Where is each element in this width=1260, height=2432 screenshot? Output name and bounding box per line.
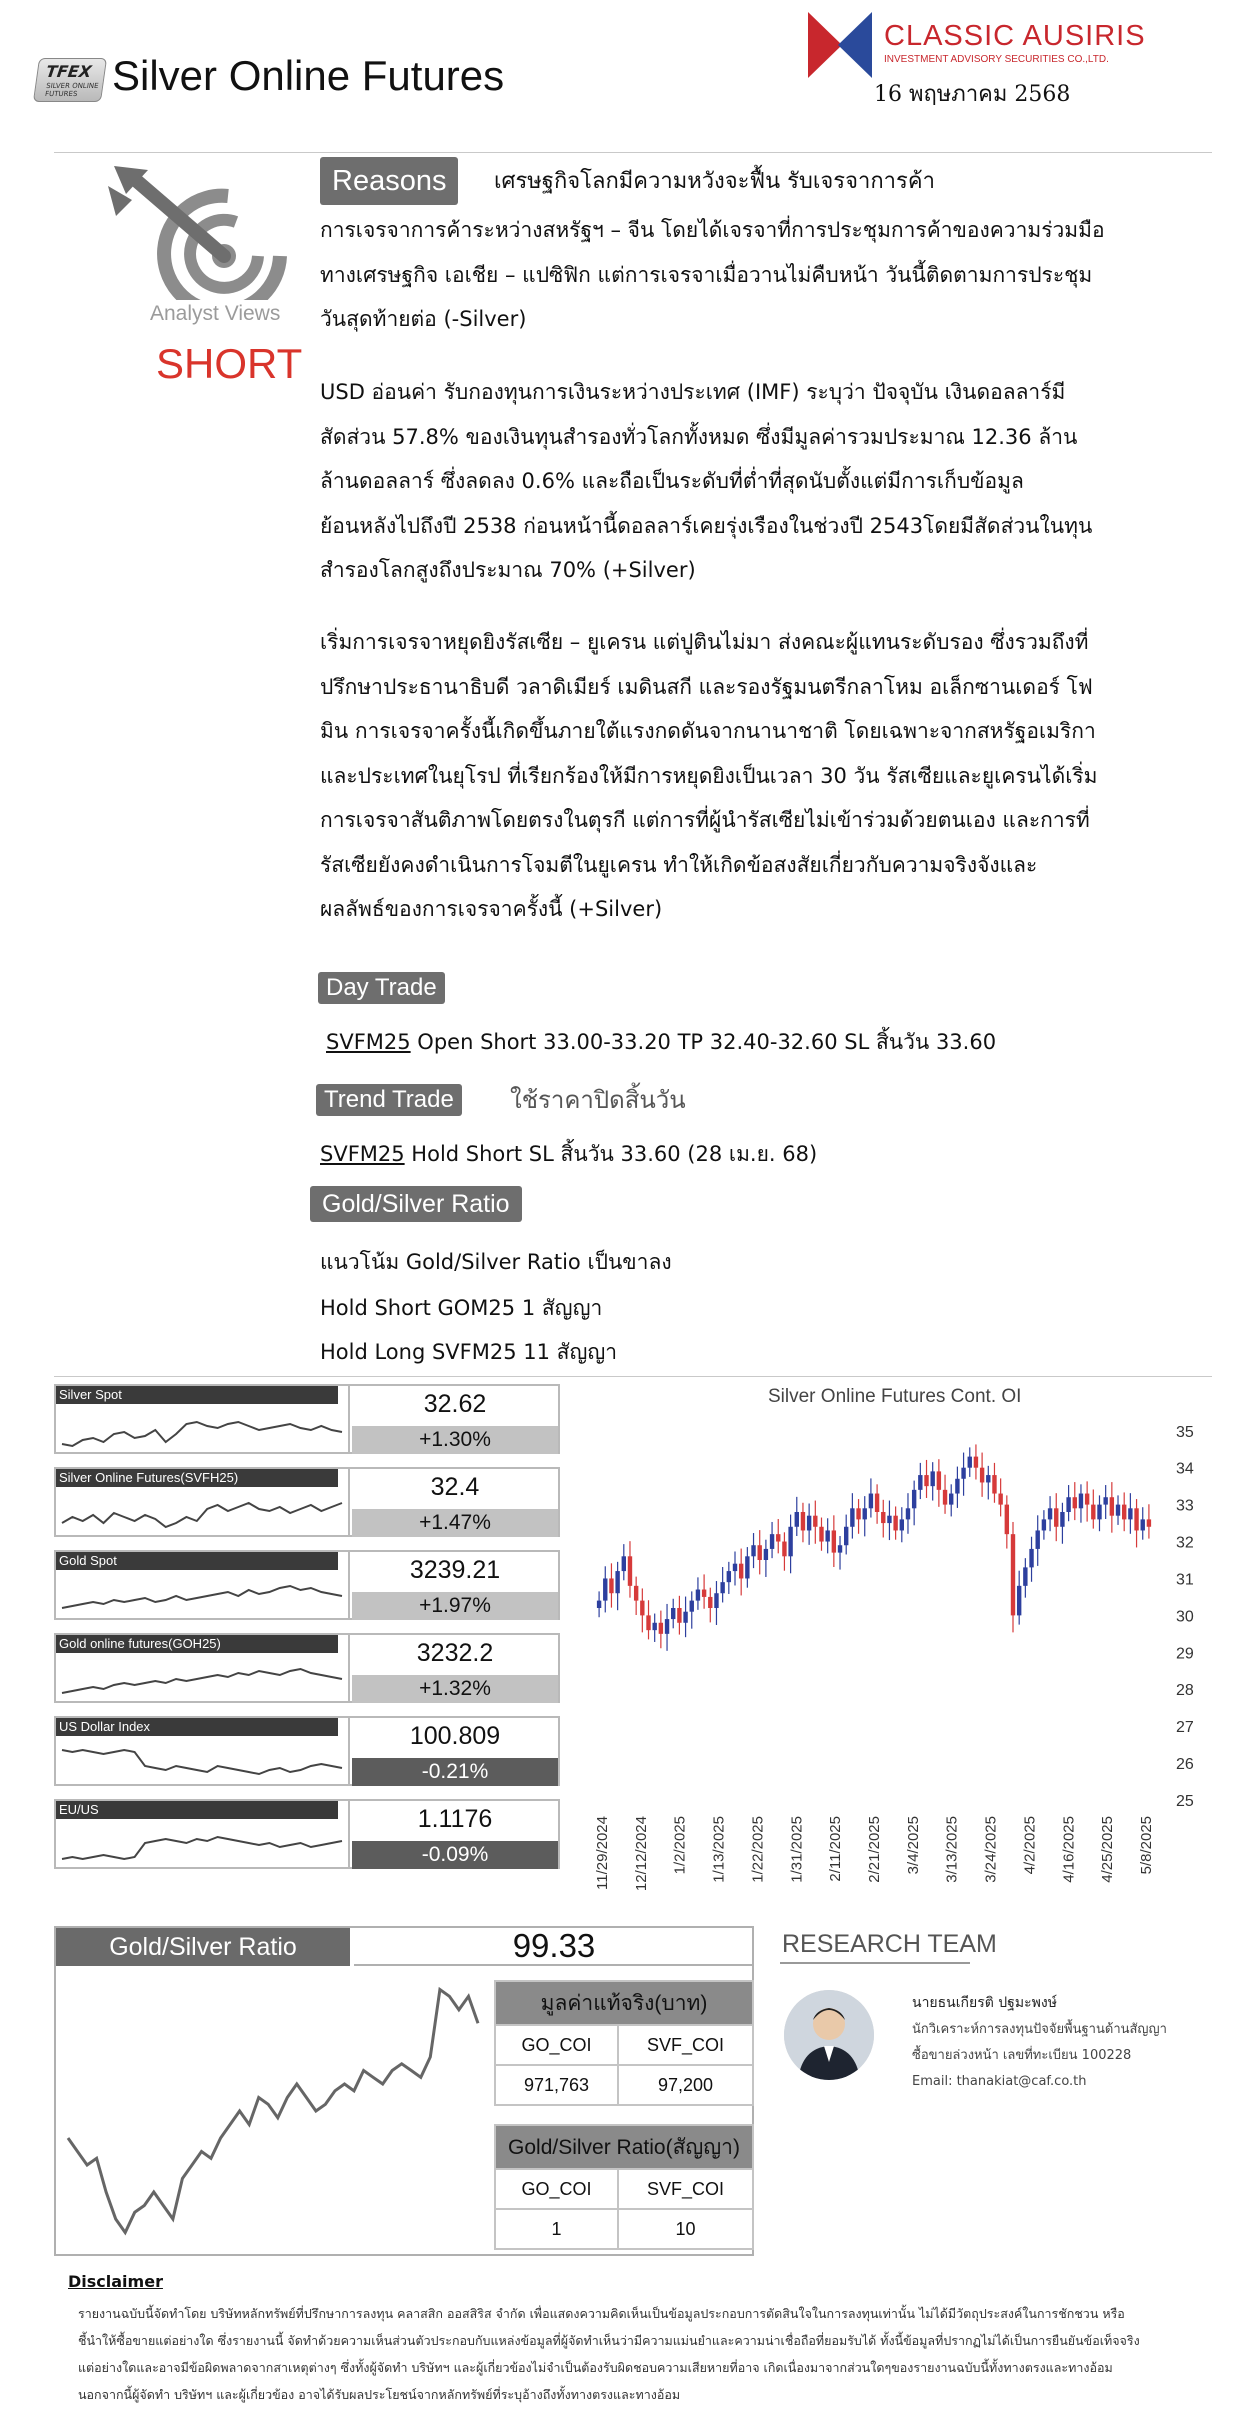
trend-trade-text: Hold Short SL สิ้นวัน 33.60 (28 เม.ย. 68) [404, 1142, 818, 1166]
analyst-role: นักวิเคราะห์การลงทุนปัจจัยพื้นฐานด้านสัญญา [912, 2022, 1167, 2037]
reason-line: ปรึกษาประธานาธิบดี วลาดิเมียร์ เมดินสกี และรองรัฐมนตรีกลาโหม อเล็กซานเดอร์ โฟ [320, 674, 1093, 699]
candle-body [906, 1508, 910, 1519]
candle-body [1116, 1505, 1120, 1516]
candle-body [1122, 1505, 1126, 1520]
real-value-table [494, 1980, 754, 2106]
gsr-strategy-label: Gold/Silver Ratio [310, 1186, 522, 1222]
candle-body [881, 1512, 885, 1523]
analyst-avatar-icon [784, 1990, 874, 2080]
ticker-card [54, 1799, 560, 1869]
candle-body [887, 1516, 891, 1523]
candle-body [992, 1475, 996, 1493]
ticker-card [54, 1716, 560, 1786]
candle-body [677, 1608, 681, 1623]
ticker-sparkline [56, 1736, 348, 1784]
ticker-divider [348, 1635, 350, 1701]
reason-line: การเจรจาสันติภาพโดยตรงในตุรกี แต่การที่ผู้นำรัสเซียไม่เข้าร่วมด้วยตนเอง และการที่ [320, 808, 1090, 832]
ticker-price: 32.62 [423, 1390, 487, 1418]
candle-body [844, 1527, 848, 1545]
reasons-headline: เศรษฐกิจโลกมีความหวังจะฟื้น รับเจรจาการค้า [494, 169, 935, 194]
analyst-views-label: Analyst Views [150, 302, 281, 325]
candle-body [980, 1468, 984, 1483]
ticker-name: Silver Online Futures(SVFH25) [56, 1469, 338, 1487]
ticker-change: +1.30% [352, 1426, 558, 1454]
candle-body [634, 1586, 638, 1601]
candle-body [646, 1615, 650, 1630]
candle-chart-title: Silver Online Futures Cont. OI [768, 1386, 1022, 1407]
ticker-sparkline [56, 1819, 348, 1867]
gsr-value: 99.33 [354, 1926, 754, 1966]
disclaimer-text [78, 2300, 1208, 2408]
candle-body [1017, 1586, 1021, 1616]
table-cell: 1 [495, 2209, 618, 2249]
reason-line: ผลลัพธ์ของการเจรจาครั้งนี้ (+Silver) [320, 897, 663, 921]
candle-body [856, 1508, 860, 1519]
x-tick-label: 1/2/2025 [671, 1816, 689, 1875]
y-tick-label: 26 [1176, 1756, 1194, 1774]
disclaimer-line: แต่อย่างใดและอาจมีข้อผิดพลาดจากสาเหตุต่างๆ ซึ่งทั้งผู้จัดทำ บริษัทฯ และผู้เกี่ยวข้องไม่จำเป็นต้องรับผิดชอบความเสียหายที่อาจ เกิดเนื่องมาจากส่วนใดๆของรายงานฉบับนี้ทั้งทางตรงและทางอ้อม [78, 2360, 1113, 2375]
gsr-line-chart [58, 1968, 488, 2254]
candle-body [764, 1549, 768, 1560]
y-tick-label: 28 [1176, 1682, 1194, 1700]
candle-body [1079, 1494, 1083, 1509]
candle-body [758, 1545, 762, 1560]
candle-body [628, 1556, 632, 1586]
table-cell: 97,200 [618, 2065, 753, 2105]
disclaimer-line: นอกจากนี้ผู้จัดทำ บริษัทฯ และผู้เกี่ยวข้อง อาจได้รับผลประโยชน์จากหลักทรัพย์ที่ระบุอ้างถึงทั้งทางตรงและทางอ้อม [78, 2387, 681, 2402]
gsr-title: Gold/Silver Ratio [56, 1928, 350, 1966]
ticker-card [54, 1467, 560, 1537]
header-divider [54, 152, 1212, 153]
reason-line: ทางเศรษฐกิจ เอเชีย – แปซิฟิก แต่การเจรจาเมื่อวานไม่คืบหน้า วันนี้ติดตามการประชุม [320, 262, 1093, 287]
candle-body [1060, 1512, 1064, 1527]
candle-body [801, 1512, 805, 1530]
candle-body [838, 1545, 842, 1552]
candle-body [727, 1571, 731, 1582]
day-trade-label: Day Trade [318, 972, 445, 1004]
ticker-change: +1.32% [352, 1675, 558, 1703]
candle-body [795, 1512, 799, 1527]
candle-body [937, 1471, 941, 1489]
candle-body [943, 1490, 947, 1505]
reason-line: รัสเซียยังคงดำเนินการโจมตีในยูเครน ทำให้เกิดข้อสงสัยเกี่ยวกับความจริงจังและ [320, 852, 1038, 877]
ticker-sparkline [56, 1487, 348, 1535]
disclaimer-line: รายงานฉบับนี้จัดทำโดย บริษัทหลักทรัพย์ที่ปรึกษาการลงทุน คลาสสิก ออสสิริส จำกัด เพื่อแสดงความคิดเห็นเป็นข้อมูลประกอบการตัดสินใจในการลงทุนเท่านั้น ไม่ได้มีวัตถุประสงค์ในการชักชวน หรือ [78, 2306, 1125, 2321]
tfex-logo-sub: SILVER ONLINE FUTURES [44, 82, 100, 98]
candle-body [924, 1475, 928, 1486]
candle-body [1134, 1508, 1138, 1530]
research-team-underline [780, 1962, 970, 1964]
reason-line: เริ่มการเจรจาหยุดยิงรัสเซีย – ยูเครน แต่ปูตินไม่มา ส่งคณะผู้แทนระดับรอง ซึ่งรวมถึงที่ [320, 630, 1089, 654]
reason-line: USD อ่อนค่า รับกองทุนการเงินระหว่างประเทศ (IMF) ระบุว่า ปัจจุบัน เงินดอลลาร์มี [320, 380, 1066, 404]
ratio-contract-table [494, 2124, 754, 2250]
candle-body [930, 1471, 934, 1486]
candle-body [640, 1601, 644, 1616]
candle-body [770, 1534, 774, 1549]
candle-body [875, 1494, 879, 1512]
ticker-price: 32.4 [430, 1473, 480, 1501]
candle-body [900, 1519, 904, 1530]
candle-body [776, 1534, 780, 1541]
real-value-table-title: มูลค่าแท้จริง(บาท) [495, 1981, 753, 2025]
candle-body [720, 1582, 724, 1593]
ticker-divider [348, 1386, 350, 1452]
candle-body [1005, 1505, 1009, 1535]
report-date: 16 พฤษภาคม 2568 [874, 82, 1071, 107]
x-tick-label: 1/22/2025 [749, 1816, 767, 1883]
candle-body [1011, 1534, 1015, 1615]
ticker-sparkline-path [62, 1750, 342, 1774]
ticker-price: 3239.21 [409, 1556, 501, 1584]
candle-body [1097, 1505, 1101, 1520]
candle-body [609, 1578, 613, 1593]
trend-trade-line [320, 1138, 817, 1171]
target-arrow-icon [108, 160, 304, 300]
candle-body [955, 1479, 959, 1494]
reasons-label: Reasons [320, 157, 458, 205]
x-tick-label: 12/12/2024 [632, 1816, 650, 1892]
day-trade-code: SVFM25 [326, 1030, 411, 1054]
ticker-card [54, 1550, 560, 1620]
y-tick-label: 27 [1176, 1719, 1194, 1737]
ticker-divider [348, 1801, 350, 1867]
y-tick-label: 30 [1176, 1608, 1194, 1626]
candle-body [1029, 1549, 1033, 1567]
x-tick-label: 4/25/2025 [1099, 1816, 1117, 1883]
analyst-view-value: SHORT [156, 340, 303, 387]
candle-body [863, 1508, 867, 1519]
candle-body [714, 1593, 718, 1608]
reason-line: การเจรจาการค้าระหว่างสหรัฐฯ – จีน โดยได้เจรจาที่การประชุมการค้าของความร่วมมือ [320, 218, 1105, 242]
candle-body [745, 1556, 749, 1578]
trend-trade-label: Trend Trade [316, 1084, 462, 1116]
candle-body [1048, 1508, 1052, 1519]
candle-body [696, 1590, 700, 1601]
analyst-license: ซื้อขายล่วงหน้า เลขที่ทะเบียน 100228 [912, 2048, 1132, 2063]
reason-line: สำรองโลกสูงถึงประมาณ 70% (+Silver) [320, 558, 696, 582]
candle-body [1023, 1567, 1027, 1585]
table-cell: 971,763 [495, 2065, 618, 2105]
candle-body [788, 1527, 792, 1557]
y-tick-label: 34 [1176, 1460, 1194, 1478]
gsr-strategy-line: Hold Short GOM25 1 สัญญา [320, 1296, 603, 1320]
candle-body [782, 1542, 786, 1557]
candle-body [708, 1597, 712, 1608]
ticker-sparkline-path [62, 1503, 342, 1527]
x-tick-label: 3/24/2025 [982, 1816, 1000, 1883]
research-team-title: RESEARCH TEAM [782, 1930, 997, 1958]
candle-body [1073, 1497, 1077, 1508]
x-tick-label: 4/16/2025 [1060, 1816, 1078, 1883]
reason-line: ย้อนหลังไปถึงปี 2538 ก่อนหน้านี้ดอลลาร์เคยรุ่งเรืองในช่วงปี 2543โดยมีสัดส่วนในทุน [320, 513, 1093, 538]
x-tick-label: 4/2/2025 [1021, 1816, 1039, 1875]
ticker-name: EU/US [56, 1801, 338, 1819]
x-tick-label: 1/31/2025 [788, 1816, 806, 1883]
candle-body [893, 1516, 897, 1531]
reason-line: วันสุดท้ายต่อ (-Silver) [320, 307, 527, 331]
candle-body [659, 1623, 663, 1634]
candle-body [1128, 1508, 1132, 1519]
candle-body [968, 1457, 972, 1468]
ticker-name: Silver Spot [56, 1386, 338, 1404]
ticker-change: +1.97% [352, 1592, 558, 1620]
candle-body [813, 1516, 817, 1527]
x-tick-label: 2/21/2025 [866, 1816, 883, 1883]
ticker-name: US Dollar Index [56, 1718, 338, 1736]
x-tick-label: 1/13/2025 [710, 1816, 728, 1883]
gsr-strategy-line: แนวโน้ม Gold/Silver Ratio เป็นขาลง [320, 1250, 672, 1274]
candle-body [1042, 1519, 1046, 1530]
brand-logo-icon [808, 12, 872, 78]
x-tick-label: 5/8/2025 [1138, 1816, 1155, 1875]
x-tick-label: 3/4/2025 [904, 1816, 922, 1875]
ticker-change: +1.47% [352, 1509, 558, 1537]
avatar [784, 1990, 874, 2080]
ticker-price: 1.1176 [417, 1805, 493, 1833]
disclaimer-line: ชี้นำให้ซื้อขายแต่อย่างใด ซึ่งรายงานนี้ จัดทำด้วยความเห็นส่วนตัวประกอบกับแหล่งข้อมูลที่ผู้จัดทำเห็นว่ามีความแม่นยำและความน่าเชื่อถือที่ยอมรับได้ ทั้งนี้ข้อมูลที่ปรากฏไม่ได้เป็นการยืนยันข้อเท็จจริง [78, 2333, 1140, 2348]
candle-body [1036, 1530, 1040, 1548]
trend-trade-code: SVFM25 [320, 1142, 405, 1166]
candle-body [807, 1516, 811, 1531]
candle-body [918, 1475, 922, 1490]
table-cell: 10 [618, 2209, 753, 2249]
tfex-logo-text: TFEX [44, 62, 93, 81]
candle-body [869, 1494, 873, 1509]
y-tick-label: 35 [1176, 1423, 1194, 1441]
candle-body [998, 1494, 1002, 1505]
candle-body [819, 1527, 823, 1542]
reason-paragraph-usd [320, 370, 1220, 593]
ticker-sparkline-path [62, 1422, 342, 1446]
candle-body [825, 1530, 829, 1541]
trend-trade-note: ใช้ราคาปิดสิ้นวัน [510, 1086, 686, 1114]
ticker-card [54, 1384, 560, 1454]
candle-body [751, 1545, 755, 1556]
ticker-divider [348, 1469, 350, 1535]
disclaimer-title: Disclaimer [68, 2272, 163, 2291]
candle-body [702, 1590, 706, 1597]
ticker-sparkline-path [62, 1837, 342, 1859]
reason-line: และประเทศในยุโรป ที่เรียกร้องให้มีการหยุดยิงเป็นเวลา 30 วัน รัสเซียและยูเครนได้เริ่ม [320, 763, 1098, 788]
analyst-name: นายธนเกียรติ ปฐมะพงษ์ [912, 1995, 1057, 2011]
ticker-divider [348, 1552, 350, 1618]
y-tick-label: 33 [1176, 1497, 1194, 1515]
page-title: Silver Online Futures [112, 52, 505, 99]
gsr-strategy-line: Hold Long SVFM25 11 สัญญา [320, 1340, 618, 1364]
candle-body [683, 1612, 687, 1623]
ticker-name: Gold online futures(GOH25) [56, 1635, 338, 1653]
x-tick-label: 3/13/2025 [943, 1816, 961, 1883]
reason-paragraph-trade [320, 208, 1220, 342]
candle-body [1091, 1505, 1095, 1520]
candle-body [1085, 1494, 1089, 1505]
ticker-divider [348, 1718, 350, 1784]
candle-body [622, 1556, 626, 1571]
ticker-sparkline [56, 1404, 348, 1452]
candle-body [974, 1457, 978, 1468]
candlestick-chart [584, 1380, 1224, 1900]
candle-body [1066, 1497, 1070, 1512]
table-header: GO_COI [495, 2169, 618, 2209]
day-trade-line [326, 1026, 996, 1059]
candle-body [665, 1619, 669, 1634]
candle-body [652, 1623, 656, 1630]
candle-body [1147, 1519, 1151, 1526]
candle-body [733, 1564, 737, 1571]
candle-body [615, 1571, 619, 1593]
ticker-sparkline [56, 1570, 348, 1618]
candle-body [603, 1578, 607, 1600]
y-tick-label: 29 [1176, 1645, 1194, 1663]
candle-body [986, 1475, 990, 1482]
brand-subtitle: INVESTMENT ADVISORY SECURITIES CO.,LTD. [884, 54, 1109, 65]
ticker-change: -0.21% [352, 1758, 558, 1786]
candle-body [1103, 1497, 1107, 1504]
ticker-name: Gold Spot [56, 1552, 338, 1570]
candle-body [690, 1601, 694, 1612]
reason-line: ล้านดอลลาร์ ซึ่งลดลง 0.6% และถือเป็นระดับที่ต่ำที่สุดนับตั้งแต่มีการเก็บข้อมูล [320, 469, 1024, 493]
reason-paragraph-ceasefire [320, 620, 1220, 932]
reason-line: สัดส่วน 57.8% ของเงินทุนสำรองทั่วโลกทั้งหมด ซึ่งมีมูลค่ารวมประมาณ 12.36 ล้าน [320, 424, 1078, 449]
ticker-price: 3232.2 [416, 1639, 494, 1667]
table-header: GO_COI [495, 2025, 618, 2065]
candle-body [912, 1490, 916, 1508]
candle-body [850, 1508, 854, 1526]
candle-body [961, 1468, 965, 1479]
ticker-sparkline-path [62, 1669, 342, 1693]
candle-body [1054, 1508, 1058, 1526]
ticker-change: -0.09% [352, 1841, 558, 1869]
tfex-logo [33, 58, 107, 102]
candle-body [1110, 1497, 1114, 1515]
ticker-sparkline-path [62, 1586, 342, 1608]
candle-body [949, 1494, 953, 1505]
y-tick-label: 31 [1176, 1571, 1194, 1589]
ticker-sparkline [56, 1653, 348, 1701]
x-tick-label: 2/11/2025 [827, 1816, 845, 1882]
candle-body [671, 1608, 675, 1619]
table-header: SVF_COI [618, 2025, 753, 2065]
candle-body [1141, 1519, 1145, 1530]
brand-name: CLASSIC AUSIRIS [884, 20, 1146, 52]
ticker-card [54, 1633, 560, 1703]
table-header: SVF_COI [618, 2169, 753, 2209]
ratio-contract-table-title: Gold/Silver Ratio(สัญญา) [495, 2125, 753, 2169]
day-trade-text: Open Short 33.00-33.20 TP 32.40-32.60 SL สิ้นวัน 33.60 [410, 1030, 997, 1054]
gsr-line [68, 1990, 478, 2233]
reason-line: มิน การเจรจาครั้งนี้เกิดขึ้นภายใต้แรงกดดันจากนานาชาติ โดยเฉพาะจากสหรัฐอเมริกา [320, 719, 1096, 743]
candle-body [597, 1601, 601, 1608]
candle-body [739, 1564, 743, 1579]
analyst-email[interactable]: Email: thanakiat@caf.co.th [912, 2074, 1087, 2089]
ticker-price: 100.809 [409, 1722, 501, 1750]
y-tick-label: 25 [1176, 1793, 1194, 1810]
x-tick-label: 11/29/2024 [594, 1816, 611, 1890]
y-tick-label: 32 [1176, 1534, 1194, 1552]
candle-body [832, 1530, 836, 1552]
section-divider [54, 1376, 1212, 1377]
